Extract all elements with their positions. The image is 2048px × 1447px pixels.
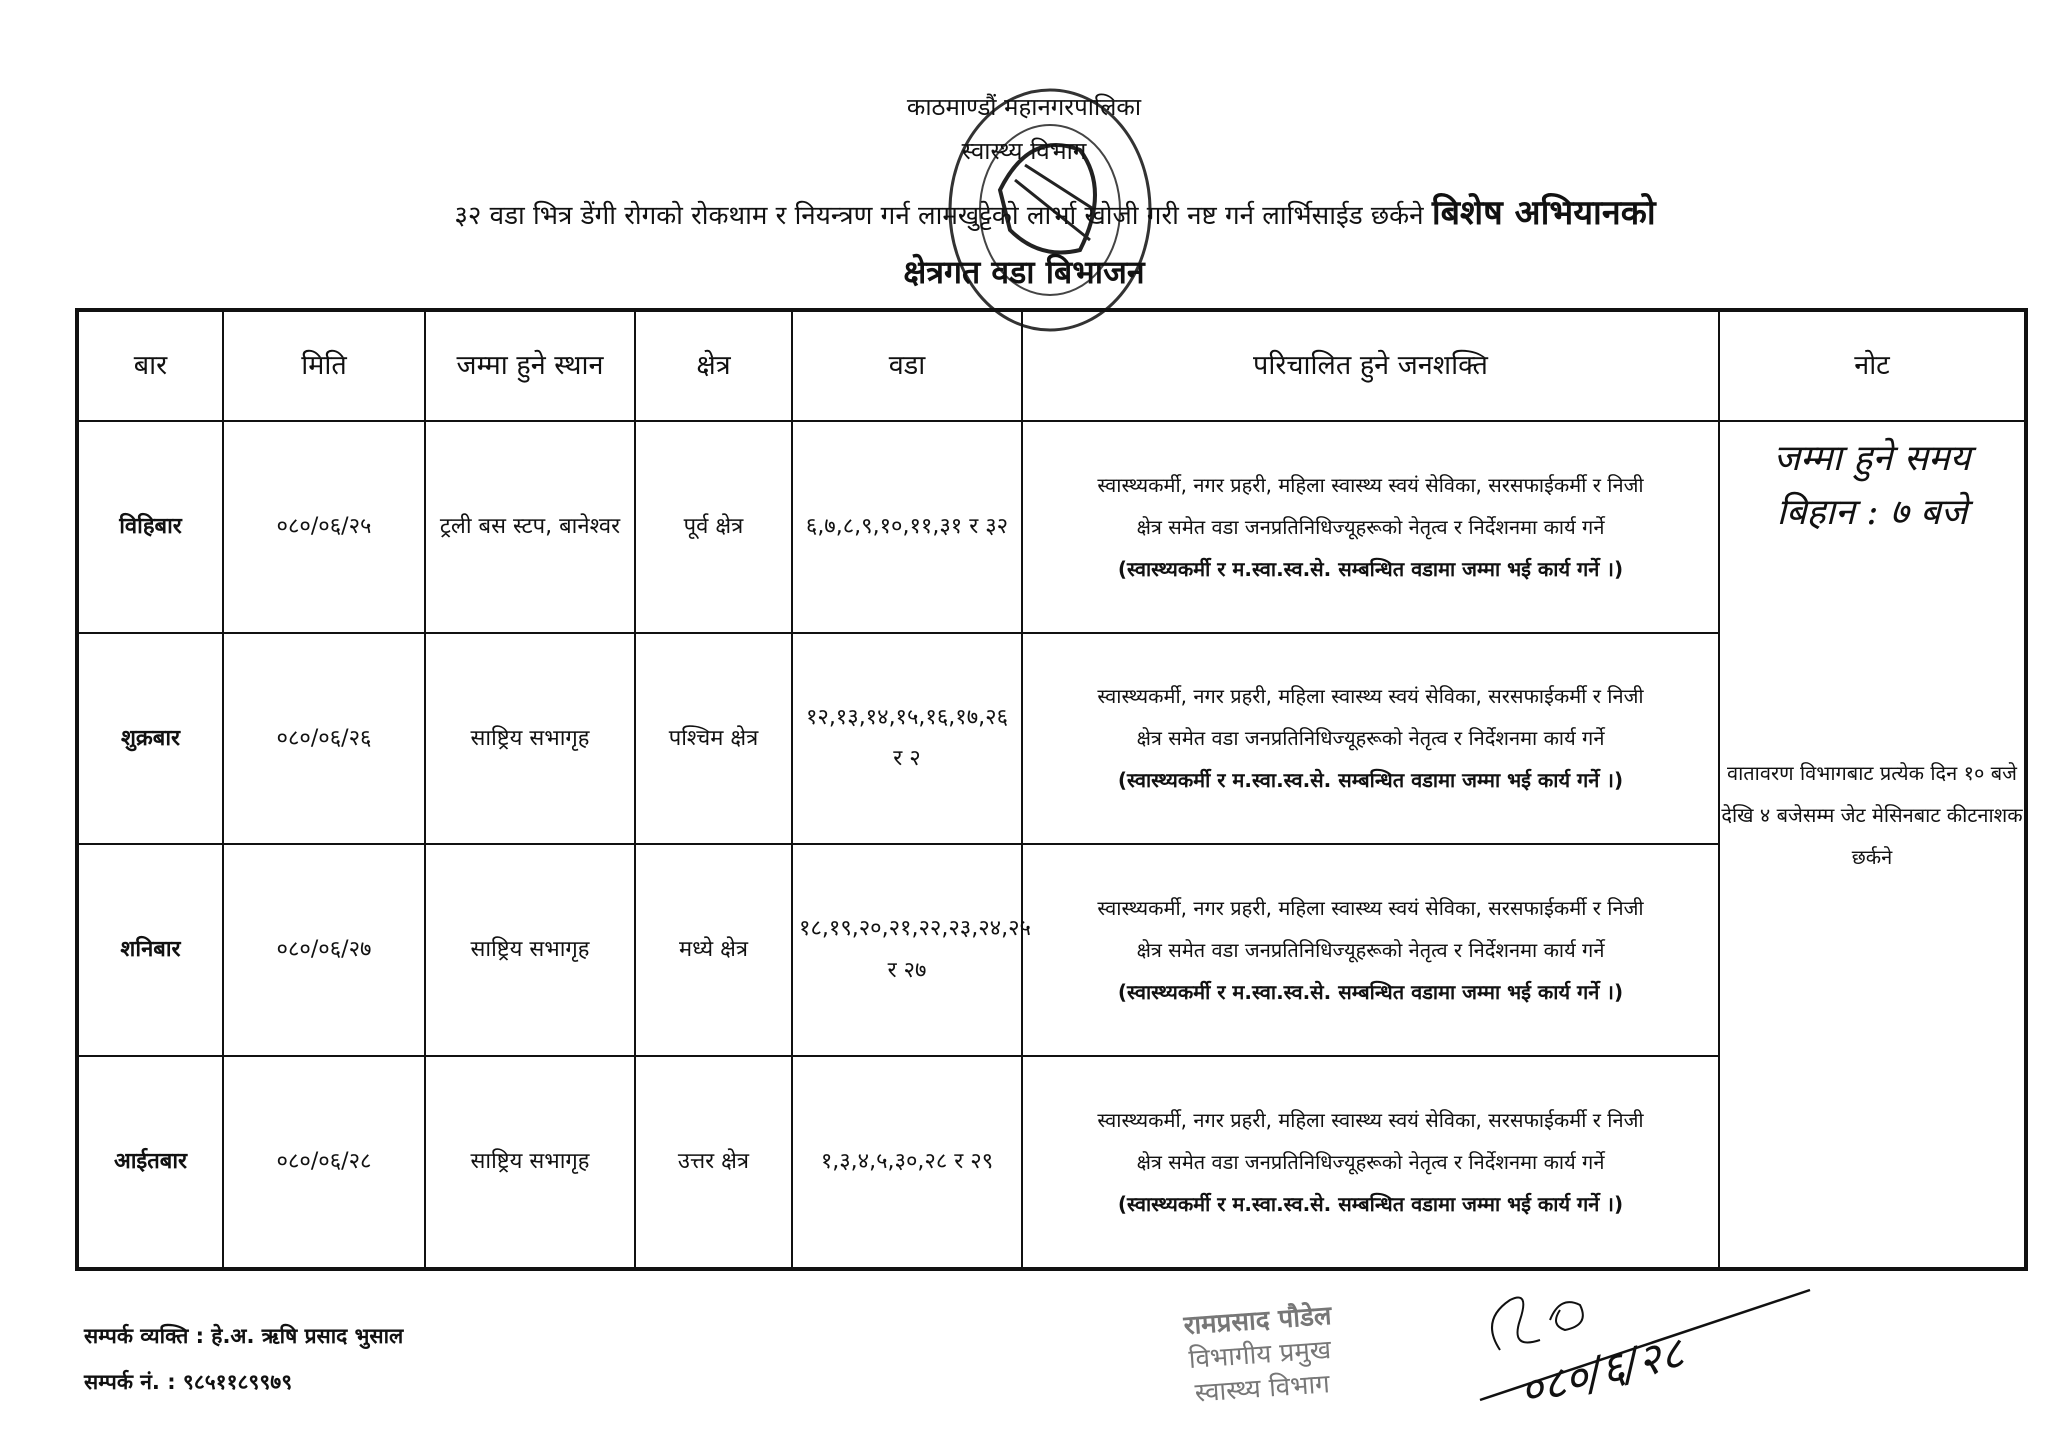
zone-cell: पूर्व क्षेत्र <box>635 421 792 633</box>
date-cell: ०८०/०६/२८ <box>223 1056 425 1269</box>
table-header-row <box>77 310 2026 421</box>
stamp-line: स्वास्थ्य विभाग <box>1193 1368 1331 1409</box>
department-name: स्वास्थ्य विभाग <box>961 137 1087 165</box>
handwritten-note <box>1720 422 2024 540</box>
day-cell: आईतबार <box>77 1056 223 1269</box>
ward-division-table <box>75 308 2028 1271</box>
printed-note: वातावरण विभागबाट प्रत्येक दिन १० बजे देखि ४ बजेसम्म जेट मेसिनबाट कीटनाशक छर्कने <box>1721 761 2023 869</box>
day-cell: विहिबार <box>77 421 223 633</box>
workforce-line: क्षेत्र समेत वडा जनप्रतिनिधिज्यूहरूको नेतृत्व र निर्देशनमा कार्य गर्ने <box>1136 514 1605 539</box>
handwritten-line: जम्मा हुने समय <box>1773 438 1971 479</box>
workforce-line: स्वास्थ्यकर्मी, नगर प्रहरी, महिला स्वास्थ्य स्वयं सेविका, सरसफाईकर्मी र निजी <box>1097 1107 1644 1132</box>
workforce-line: (स्वास्थ्यकर्मी र म.स्वा.स्व.से. सम्बन्धित वडामा जम्मा भई कार्य गर्ने ।) <box>1117 768 1624 793</box>
handwritten-line: बिहान : ७ बजे <box>1776 492 1968 533</box>
workforce-cell <box>1022 421 1719 633</box>
wards-cell: ६,७,८,९,१०,११,३१ र ३२ <box>792 421 1022 633</box>
contact-person: सम्पर्क व्यक्ति : हे.अ. ऋषि प्रसाद भुसाल <box>84 1324 404 1348</box>
stamp-line: रामप्रसाद पौडेल <box>1182 1300 1333 1342</box>
column-header-zone: क्षेत्र <box>635 310 792 421</box>
column-header-note: नोट <box>1719 310 2026 421</box>
day-cell: शनिबार <box>77 844 223 1056</box>
workforce-line: क्षेत्र समेत वडा जनप्रतिनिधिज्यूहरूको नेतृत्व र निर्देशनमा कार्य गर्ने <box>1136 726 1605 751</box>
workforce-cell <box>1022 1056 1719 1269</box>
place-cell: ट्रली बस स्टप, बानेश्वर <box>425 421 635 633</box>
workforce-cell <box>1022 633 1719 845</box>
wards-cell: १२,१३,१४,१५,१६,१७,२६ र २ <box>792 633 1022 845</box>
official-name-stamp <box>1127 1296 1393 1415</box>
workforce-line: क्षेत्र समेत वडा जनप्रतिनिधिज्यूहरूको नेतृत्व र निर्देशनमा कार्य गर्ने <box>1136 938 1605 963</box>
workforce-line: (स्वास्थ्यकर्मी र म.स्वा.स्व.से. सम्बन्धित वडामा जम्मा भई कार्य गर्ने ।) <box>1117 980 1624 1005</box>
stamp-line: विभागीय प्रमुख <box>1187 1334 1333 1375</box>
column-header-workforce: परिचालित हुने जनशक्ति <box>1022 310 1719 421</box>
workforce-cell <box>1022 844 1719 1056</box>
zone-cell: उत्तर क्षेत्र <box>635 1056 792 1269</box>
column-header-place: जम्मा हुने स्थान <box>425 310 635 421</box>
workforce-line: स्वास्थ्यकर्मी, नगर प्रहरी, महिला स्वास्थ्य स्वयं सेविका, सरसफाईकर्मी र निजी <box>1097 684 1644 709</box>
place-cell: साष्ट्रिय सभागृह <box>425 1056 635 1269</box>
wards-cell: १,३,४,५,३०,२८ र २९ <box>792 1056 1022 1269</box>
organization-name: काठमाण्डौं महानगरपालिका <box>906 93 1142 121</box>
workforce-line: स्वास्थ्यकर्मी, नगर प्रहरी, महिला स्वास्थ्य स्वयं सेविका, सरसफाईकर्मी र निजी <box>1097 472 1644 497</box>
place-cell: साष्ट्रिय सभागृह <box>425 844 635 1056</box>
headline-text: ३२ वडा भित्र डेंगी रोगको रोकथाम र नियन्त्रण गर्न लामखुट्टेको लार्भा खोजी गरी नष्ट गर्न लार्भिसाईड छर्कने <box>454 201 1424 231</box>
note-cell <box>1719 421 2026 1269</box>
date-cell: ०८०/०६/२६ <box>223 633 425 845</box>
document-headline <box>380 188 1730 234</box>
workforce-line: क्षेत्र समेत वडा जनप्रतिनिधिज्यूहरूको नेतृत्व र निर्देशनमा कार्य गर्ने <box>1136 1149 1605 1174</box>
place-cell: साष्ट्रिय सभागृह <box>425 633 635 845</box>
document-subtitle: क्षेत्रगत वडा बिभाजन <box>903 253 1145 291</box>
workforce-line: (स्वास्थ्यकर्मी र म.स्वा.स्व.से. सम्बन्धित वडामा जम्मा भई कार्य गर्ने ।) <box>1117 556 1624 581</box>
signature-date: ०८०/६/२८ <box>1514 1327 1689 1418</box>
date-cell: ०८०/०६/२७ <box>223 844 425 1056</box>
workforce-line: (स्वास्थ्यकर्मी र म.स्वा.स्व.से. सम्बन्धित वडामा जम्मा भई कार्य गर्ने ।) <box>1117 1191 1624 1216</box>
column-header-wards: वडा <box>792 310 1022 421</box>
zone-cell: पश्चिम क्षेत्र <box>635 633 792 845</box>
workforce-line: स्वास्थ्यकर्मी, नगर प्रहरी, महिला स्वास्थ्य स्वयं सेविका, सरसफाईकर्मी र निजी <box>1097 896 1644 921</box>
column-header-day: बार <box>77 310 223 421</box>
date-cell: ०८०/०६/२५ <box>223 421 425 633</box>
zone-cell: मध्ये क्षेत्र <box>635 844 792 1056</box>
column-header-date: मिति <box>223 310 425 421</box>
contact-number: सम्पर्क नं. : ९८५११८९९७९ <box>84 1370 293 1394</box>
wards-cell: १८,१९,२०,२१,२२,२३,२४,२५ र २७ <box>792 844 1022 1056</box>
day-cell: शुक्रबार <box>77 633 223 845</box>
table-row <box>77 421 2026 633</box>
headline-bold: बिशेष अभियानको <box>1431 193 1656 233</box>
